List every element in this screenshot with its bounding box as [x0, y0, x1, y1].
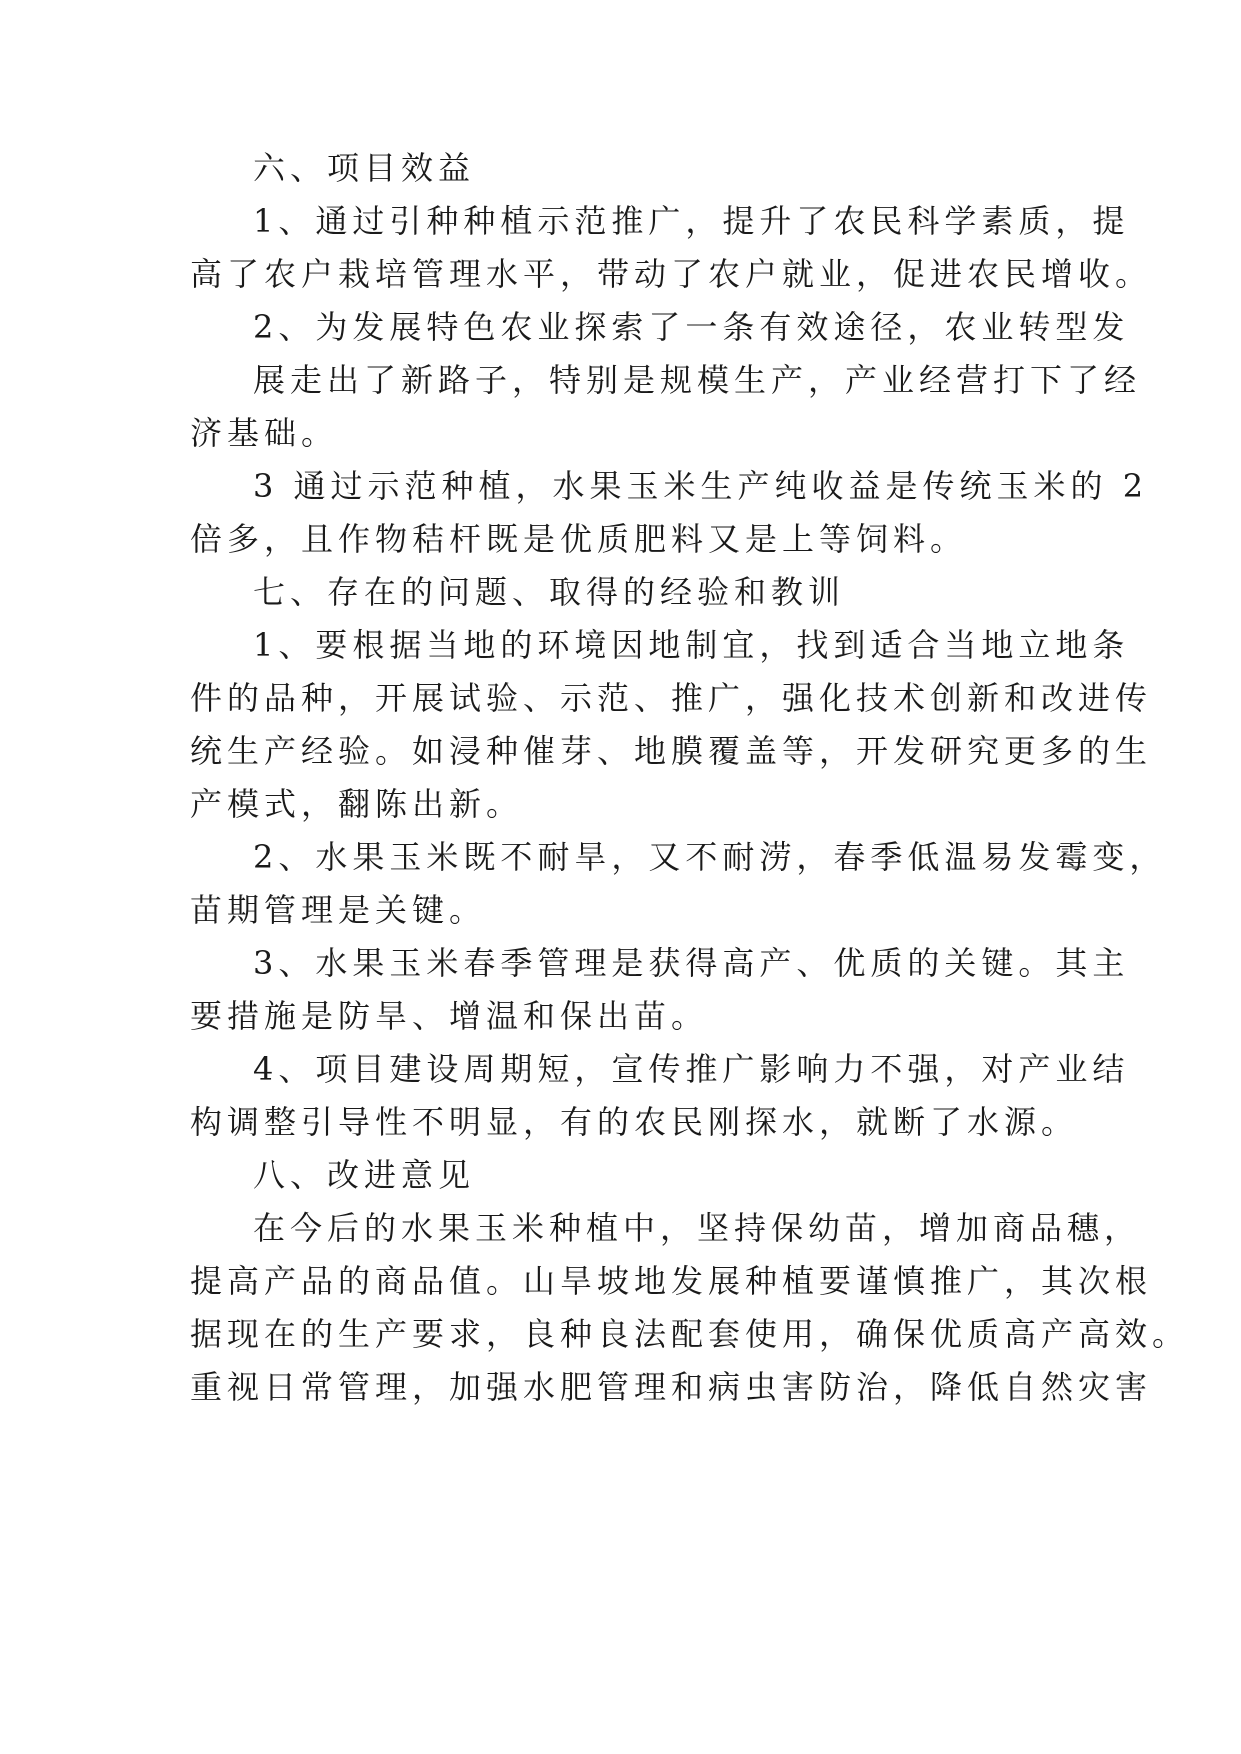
paragraph-line: 苗期管理是关键。 — [190, 891, 487, 929]
section-heading-benefits: 六、项目效益 — [253, 149, 476, 187]
paragraph-line: 1、要根据当地的环境因地制宜，找到适合当地立地条 — [253, 626, 1130, 664]
paragraph-line: 据现在的生产要求，良种良法配套使用，确保优质高产高效。 — [190, 1315, 1190, 1353]
paragraph-line: 2、为发展特色农业探索了一条有效途径，农业转型发 — [253, 308, 1130, 346]
paragraph-line: 件的品种，开展试验、示范、推广，强化技术创新和改进传 — [190, 679, 1153, 717]
paragraph-line: 构调整引导性不明显，有的农民刚探水，就断了水源。 — [190, 1103, 1079, 1141]
section-heading-problems: 七、存在的问题、取得的经验和教训 — [253, 573, 846, 611]
paragraph-line: 重视日常管理，加强水肥管理和病虫害防治，降低自然灾害 — [190, 1368, 1153, 1406]
paragraph-line: 3 通过示范种植，水果玉米生产纯收益是传统玉米的 2 — [253, 467, 1149, 505]
paragraph-line: 4、项目建设周期短，宣传推广影响力不强，对产业结 — [253, 1050, 1130, 1088]
paragraph-line: 要措施是防旱、增温和保出苗。 — [190, 997, 709, 1035]
paragraph-line: 1、通过引种种植示范推广，提升了农民科学素质，提 — [253, 202, 1130, 240]
paragraph-line: 3、水果玉米春季管理是获得高产、优质的关键。其主 — [253, 944, 1130, 982]
paragraph-line: 在今后的水果玉米种植中，坚持保幼苗，增加商品穗， — [253, 1209, 1142, 1247]
paragraph-line: 济基础。 — [190, 414, 339, 452]
section-heading-improvements: 八、改进意见 — [253, 1156, 476, 1194]
paragraph-line: 产模式，翻陈出新。 — [190, 785, 524, 823]
paragraph-line: 统生产经验。如浸种催芽、地膜覆盖等，开发研究更多的生 — [190, 732, 1153, 770]
paragraph-line: 倍多，且作物秸杆既是优质肥料又是上等饲料。 — [190, 520, 968, 558]
paragraph-line: 提高产品的商品值。山旱坡地发展种植要谨慎推广，其次根 — [190, 1262, 1153, 1300]
paragraph-line: 展走出了新路子，特别是规模生产，产业经营打下了经 — [253, 361, 1142, 399]
paragraph-line: 高了农户栽培管理水平，带动了农户就业，促进农民增收。 — [190, 255, 1153, 293]
paragraph-line: 2、水果玉米既不耐旱，又不耐涝，春季低温易发霉变， — [253, 838, 1167, 876]
